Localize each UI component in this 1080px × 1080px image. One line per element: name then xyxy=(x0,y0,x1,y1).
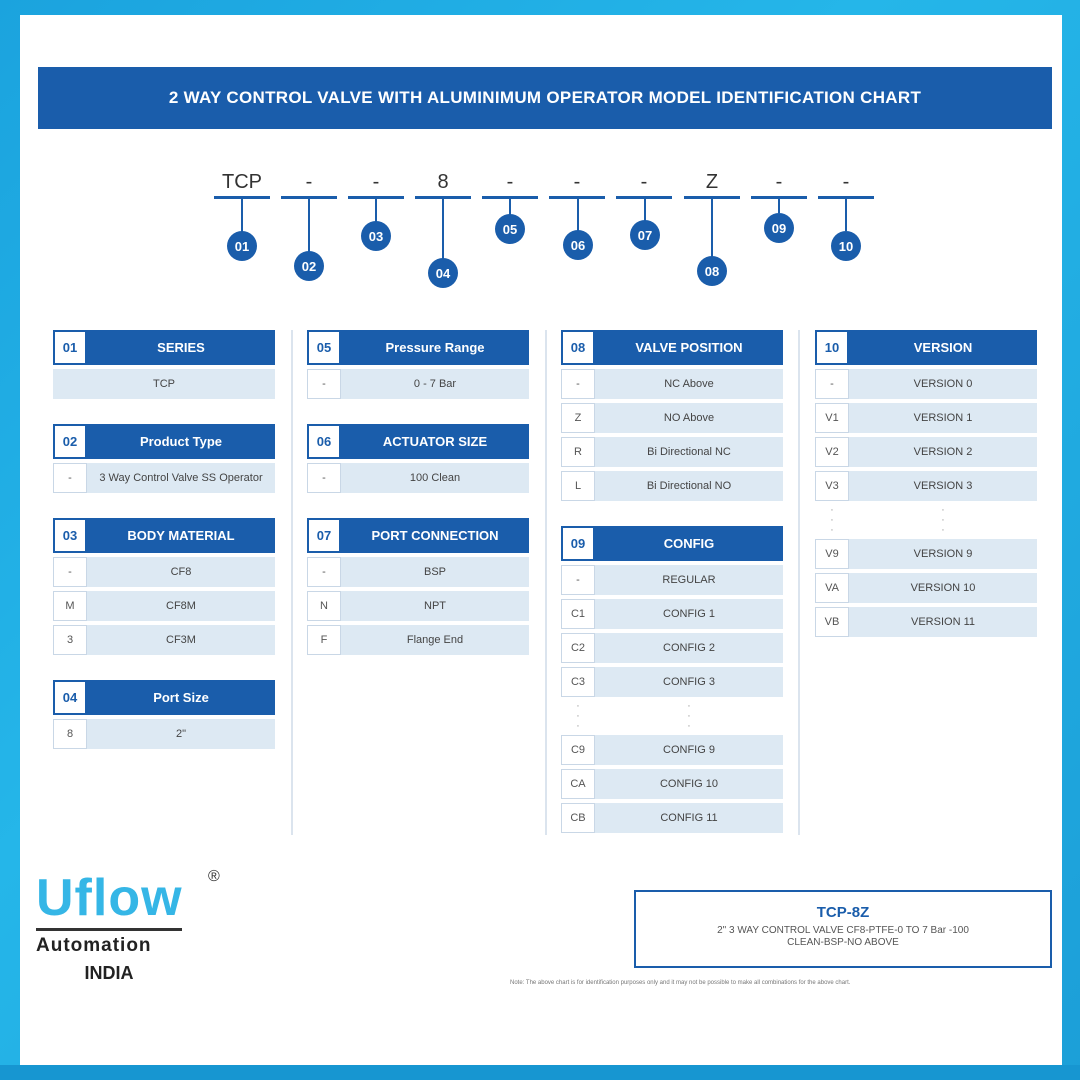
position-badge: 10 xyxy=(831,231,861,261)
row-code: - xyxy=(561,369,595,399)
header-code: 06 xyxy=(307,424,341,459)
header-code: 08 xyxy=(561,330,595,365)
row-desc: CONFIG 10 xyxy=(595,769,783,799)
connector-line xyxy=(577,197,579,231)
segment-value: - xyxy=(372,171,380,193)
row-desc: TCP xyxy=(53,369,275,399)
header-code: 05 xyxy=(307,330,341,365)
port-size-table xyxy=(53,680,275,749)
table-row xyxy=(815,369,1037,399)
row-code: - xyxy=(53,557,87,587)
row-desc: 0 - 7 Bar xyxy=(341,369,529,399)
segment-05 xyxy=(482,170,538,199)
body-material-table xyxy=(53,518,275,655)
connector-line xyxy=(711,197,713,257)
uflow-logo xyxy=(36,868,220,984)
connector-line xyxy=(509,197,511,215)
row-desc: 3 Way Control Valve SS Operator xyxy=(87,463,275,493)
column-divider xyxy=(545,330,547,835)
row-desc: CONFIG 3 xyxy=(595,667,783,697)
table-row xyxy=(561,633,783,663)
header-code: 07 xyxy=(307,518,341,553)
config-table xyxy=(561,526,783,833)
example-code: TCP-8Z xyxy=(816,904,870,921)
row-desc: VERSION 3 xyxy=(849,471,1037,501)
logo-rule xyxy=(36,928,182,931)
table-row xyxy=(307,463,529,493)
row-desc: Flange End xyxy=(341,625,529,655)
segment-08 xyxy=(684,170,740,199)
port-connection-table xyxy=(307,518,529,655)
table-row xyxy=(307,625,529,655)
table-row xyxy=(561,471,783,501)
table-row xyxy=(815,437,1037,467)
row-code: M xyxy=(53,591,87,621)
row-desc: VERSION 0 xyxy=(849,369,1037,399)
segment-06 xyxy=(549,170,605,199)
valve-position-table xyxy=(561,330,783,501)
connector-line xyxy=(442,197,444,259)
row-desc: CONFIG 9 xyxy=(595,735,783,765)
table-row xyxy=(53,591,275,621)
table-row xyxy=(815,403,1037,433)
table-header xyxy=(53,518,275,553)
connector-line xyxy=(308,197,310,252)
table-header xyxy=(815,330,1037,365)
header-title: VALVE POSITION xyxy=(595,330,783,365)
table-row xyxy=(561,369,783,399)
table-row xyxy=(53,463,275,493)
row-code: V2 xyxy=(815,437,849,467)
row-desc: VERSION 11 xyxy=(849,607,1037,637)
table-row xyxy=(561,403,783,433)
connector-line xyxy=(241,197,243,232)
header-title: CONFIG xyxy=(595,526,783,561)
row-code: C3 xyxy=(561,667,595,697)
segment-02 xyxy=(281,170,337,199)
position-badge: 05 xyxy=(495,214,525,244)
header-title: ACTUATOR SIZE xyxy=(341,424,529,459)
ellipsis-row xyxy=(561,701,783,731)
row-desc: VERSION 2 xyxy=(849,437,1037,467)
header-code: 04 xyxy=(53,680,87,715)
ellipsis-dots: · · · xyxy=(576,700,580,732)
header-code: 09 xyxy=(561,526,595,561)
row-code: - xyxy=(307,463,341,493)
connector-line xyxy=(375,197,377,222)
row-code: Z xyxy=(561,403,595,433)
connector-line xyxy=(644,197,646,221)
segment-09 xyxy=(751,170,807,199)
logo-india: INDIA xyxy=(84,963,134,983)
position-badge: 03 xyxy=(361,221,391,251)
table-row xyxy=(815,471,1037,501)
row-desc: CONFIG 1 xyxy=(595,599,783,629)
row-desc: VERSION 10 xyxy=(849,573,1037,603)
header-title: BODY MATERIAL xyxy=(87,518,275,553)
row-code: V9 xyxy=(815,539,849,569)
row-desc: REGULAR xyxy=(595,565,783,595)
row-code: 8 xyxy=(53,719,87,749)
logo-automation: Automation xyxy=(36,935,152,956)
position-badge: 06 xyxy=(563,230,593,260)
segment-value: - xyxy=(775,171,783,193)
row-desc: NPT xyxy=(341,591,529,621)
footnote: Note: The above chart is for identification purposes only and it may not be possible to make all combinations for the above chart. xyxy=(510,980,851,986)
row-desc: Bi Directional NC xyxy=(595,437,783,467)
bottom-strip xyxy=(0,1065,1080,1080)
header-title: PORT CONNECTION xyxy=(341,518,529,553)
actuator-size-table xyxy=(307,424,529,493)
position-badge: 07 xyxy=(630,220,660,250)
row-desc: NO Above xyxy=(595,403,783,433)
table-header xyxy=(307,424,529,459)
table-row xyxy=(561,803,783,833)
example-description: 2" 3 WAY CONTROL VALVE CF8-PTFE-0 TO 7 Bar -100 CLEAN-BSP-NO ABOVE xyxy=(717,925,969,948)
segment-value: - xyxy=(640,171,648,193)
column-1 xyxy=(53,330,275,774)
row-desc: VERSION 1 xyxy=(849,403,1037,433)
segment-value: - xyxy=(506,171,514,193)
header-title: VERSION xyxy=(849,330,1037,365)
logo-word: Uflow xyxy=(36,869,183,927)
connector-line xyxy=(845,197,847,231)
header-title: Product Type xyxy=(87,424,275,459)
header-title: Pressure Range xyxy=(341,330,529,365)
segment-value: - xyxy=(842,171,850,193)
row-code: CB xyxy=(561,803,595,833)
segment-03 xyxy=(348,170,404,199)
table-row xyxy=(561,769,783,799)
row-desc: NC Above xyxy=(595,369,783,399)
row-code: V3 xyxy=(815,471,849,501)
position-badge: 04 xyxy=(428,258,458,288)
pressure-range-table xyxy=(307,330,529,399)
connector-line xyxy=(778,197,780,213)
table-row xyxy=(53,719,275,749)
table-row xyxy=(561,599,783,629)
column-2 xyxy=(307,330,529,680)
row-desc: 100 Clean xyxy=(341,463,529,493)
position-badge: 02 xyxy=(294,251,324,281)
segment-value: 8 xyxy=(437,171,449,193)
row-code: - xyxy=(307,557,341,587)
table-row xyxy=(561,565,783,595)
header-title: Port Size xyxy=(87,680,275,715)
table-row xyxy=(307,557,529,587)
table-row xyxy=(815,539,1037,569)
table-row xyxy=(561,667,783,697)
row-code: L xyxy=(561,471,595,501)
segment-07 xyxy=(616,170,672,199)
segment-10 xyxy=(818,170,874,199)
version-table xyxy=(815,330,1037,637)
segment-01 xyxy=(214,170,270,199)
row-desc: CF8M xyxy=(87,591,275,621)
header-code: 10 xyxy=(815,330,849,365)
table-header xyxy=(307,330,529,365)
table-row xyxy=(53,557,275,587)
segment-value: - xyxy=(573,171,581,193)
row-code: VB xyxy=(815,607,849,637)
table-header xyxy=(561,526,783,561)
row-desc: CONFIG 11 xyxy=(595,803,783,833)
table-header xyxy=(53,680,275,715)
row-code: - xyxy=(561,565,595,595)
table-row xyxy=(53,369,275,399)
row-desc: CF3M xyxy=(87,625,275,655)
row-desc: Bi Directional NO xyxy=(595,471,783,501)
header-code: 03 xyxy=(53,518,87,553)
column-divider xyxy=(291,330,293,835)
example-box xyxy=(634,890,1052,968)
column-4 xyxy=(815,330,1037,662)
table-row xyxy=(561,437,783,467)
table-row xyxy=(561,735,783,765)
segment-value: - xyxy=(305,171,313,193)
chart-title: 2 WAY CONTROL VALVE WITH ALUMINIMUM OPERATOR MODEL IDENTIFICATION CHART xyxy=(38,67,1052,129)
row-desc: 2" xyxy=(87,719,275,749)
table-header xyxy=(307,518,529,553)
column-3 xyxy=(561,330,783,858)
ellipsis-row xyxy=(815,505,1037,535)
row-code: C1 xyxy=(561,599,595,629)
segment-value: TCP xyxy=(222,171,262,193)
row-desc: VERSION 9 xyxy=(849,539,1037,569)
table-header xyxy=(53,330,275,365)
table-row xyxy=(815,573,1037,603)
header-code: 01 xyxy=(53,330,87,365)
registered-mark: ® xyxy=(208,868,220,885)
header-code: 02 xyxy=(53,424,87,459)
table-header xyxy=(561,330,783,365)
row-code: R xyxy=(561,437,595,467)
position-badge: 09 xyxy=(764,213,794,243)
position-badge: 01 xyxy=(227,231,257,261)
table-row xyxy=(53,625,275,655)
table-header xyxy=(53,424,275,459)
row-code: C2 xyxy=(561,633,595,663)
row-code: - xyxy=(815,369,849,399)
row-desc: CONFIG 2 xyxy=(595,633,783,663)
row-code: N xyxy=(307,591,341,621)
row-code: V1 xyxy=(815,403,849,433)
ellipsis-dots: · · · xyxy=(941,504,945,536)
row-code: VA xyxy=(815,573,849,603)
table-row xyxy=(815,607,1037,637)
row-code: C9 xyxy=(561,735,595,765)
row-code: CA xyxy=(561,769,595,799)
series-table xyxy=(53,330,275,399)
segment-04 xyxy=(415,170,471,199)
header-title: SERIES xyxy=(87,330,275,365)
row-code: F xyxy=(307,625,341,655)
ellipsis-dots: · · · xyxy=(830,504,834,536)
position-badge: 08 xyxy=(697,256,727,286)
row-code: - xyxy=(307,369,341,399)
row-code: 3 xyxy=(53,625,87,655)
ellipsis-dots: · · · xyxy=(687,700,691,732)
row-desc: CF8 xyxy=(87,557,275,587)
table-row xyxy=(307,369,529,399)
row-code: - xyxy=(53,463,87,493)
segment-value: Z xyxy=(705,171,719,193)
row-desc: BSP xyxy=(341,557,529,587)
product-type-table xyxy=(53,424,275,493)
table-row xyxy=(307,591,529,621)
column-divider xyxy=(798,330,800,835)
